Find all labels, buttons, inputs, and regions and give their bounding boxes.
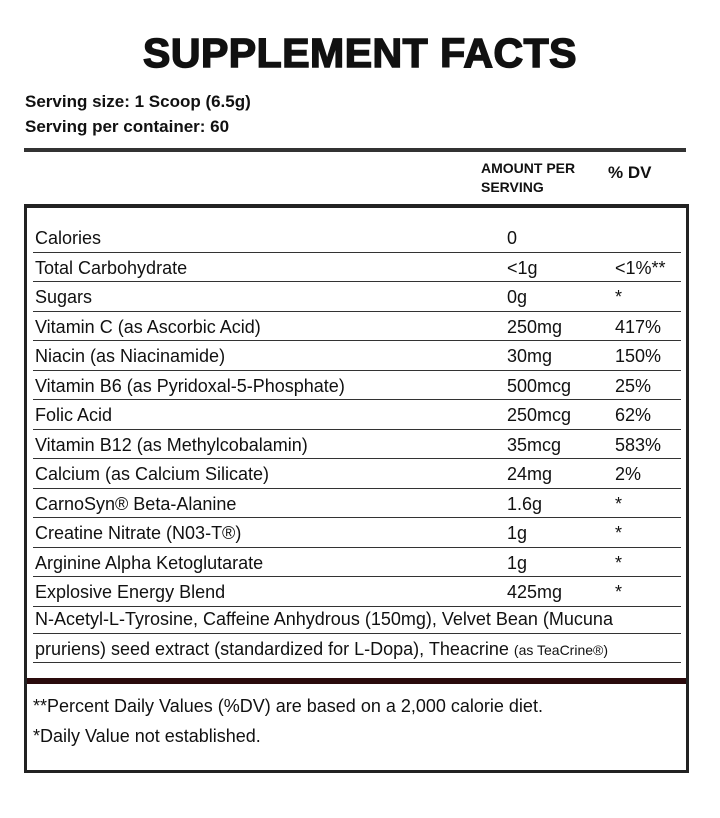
facts-table xyxy=(24,204,689,773)
table-row xyxy=(33,282,681,312)
nutrient-name: Vitamin B6 (as Pyridoxal-5-Phosphate) xyxy=(35,375,345,396)
table-row xyxy=(33,400,681,430)
amount-value: 425mg xyxy=(507,582,563,602)
amount-value: 1g xyxy=(507,552,528,573)
table-row xyxy=(33,489,681,519)
amount-value: 500mcg xyxy=(507,375,572,396)
table-row xyxy=(33,341,681,371)
nutrient-name: Vitamin B12 (as Methylcobalamin) xyxy=(35,434,308,455)
nutrient-name: Creatine Nitrate (N03-T®) xyxy=(35,523,242,543)
blend-line-small: (as TeaCrine®) xyxy=(513,641,608,658)
serving-size: Serving size: 1 Scoop (6.5g) xyxy=(25,92,251,111)
blend-line xyxy=(33,634,681,664)
dv-value: 583% xyxy=(615,434,662,455)
blend-line: N-Acetyl-L-Tyrosine, Caffeine Anhydrous (150mg), Velvet Bean (Mucuna xyxy=(33,604,681,634)
divider xyxy=(24,148,686,152)
blend-line-text: pruriens) seed extract (standardized for L-Dopa), Theacrine xyxy=(35,638,514,659)
table-row xyxy=(33,430,681,460)
amount-value: 250mg xyxy=(507,316,563,337)
dv-value: 62% xyxy=(615,405,652,425)
dv-value: 2% xyxy=(615,464,642,484)
amount-value: 1.6g xyxy=(507,493,543,514)
amount-value: 0g xyxy=(507,287,528,307)
table-row xyxy=(33,548,681,578)
amount-header-line2: SERVING xyxy=(481,179,544,195)
nutrient-name: CarnoSyn® Beta-Alanine xyxy=(35,493,237,514)
dv-value: * xyxy=(615,287,623,307)
table-row xyxy=(33,223,681,253)
amount-value: <1g xyxy=(507,257,538,278)
table-row xyxy=(33,312,681,342)
divider-bar xyxy=(27,678,686,684)
amount-header-line1: AMOUNT PER xyxy=(481,160,576,176)
footnote: **Percent Daily Values (%DV) are based on a 2,000 calorie diet. xyxy=(33,696,543,716)
dv-value: 25% xyxy=(615,375,652,396)
amount-value: 30mg xyxy=(507,346,553,366)
blend-ingredients xyxy=(33,604,681,663)
facts-rows xyxy=(33,223,681,607)
dv-header: % DV xyxy=(608,163,652,182)
amount-value: 1g xyxy=(507,523,528,543)
table-row xyxy=(33,253,681,283)
table-row xyxy=(33,459,681,489)
nutrient-name: Folic Acid xyxy=(35,405,113,425)
amount-value: 24mg xyxy=(507,464,553,484)
nutrient-name: Arginine Alpha Ketoglutarate xyxy=(35,552,264,573)
footnote: *Daily Value not established. xyxy=(33,726,261,746)
dv-value: 417% xyxy=(615,316,662,337)
nutrient-name: Calories xyxy=(35,228,102,248)
amount-header xyxy=(481,159,575,197)
nutrient-name: Calcium (as Calcium Silicate) xyxy=(35,464,270,484)
amount-value: 250mcg xyxy=(507,405,572,425)
page-title: SUPPLEMENT FACTS xyxy=(143,30,577,76)
dv-value: <1%** xyxy=(615,257,666,278)
nutrient-name: Vitamin C (as Ascorbic Acid) xyxy=(35,316,261,337)
dv-value: * xyxy=(615,523,623,543)
dv-value: * xyxy=(615,582,623,602)
nutrient-name: Total Carbohydrate xyxy=(35,257,188,278)
amount-value: 0 xyxy=(507,228,518,248)
table-row xyxy=(33,518,681,548)
nutrient-name: Niacin (as Niacinamide) xyxy=(35,346,226,366)
table-row xyxy=(33,371,681,401)
amount-value: 35mcg xyxy=(507,434,562,455)
nutrient-name: Explosive Energy Blend xyxy=(35,582,226,602)
dv-value: * xyxy=(615,552,623,573)
nutrient-name: Sugars xyxy=(35,287,93,307)
servings-per-container: Serving per container: 60 xyxy=(25,117,230,136)
dv-value: * xyxy=(615,493,623,514)
table-row xyxy=(33,577,681,607)
dv-value: 150% xyxy=(615,346,662,366)
